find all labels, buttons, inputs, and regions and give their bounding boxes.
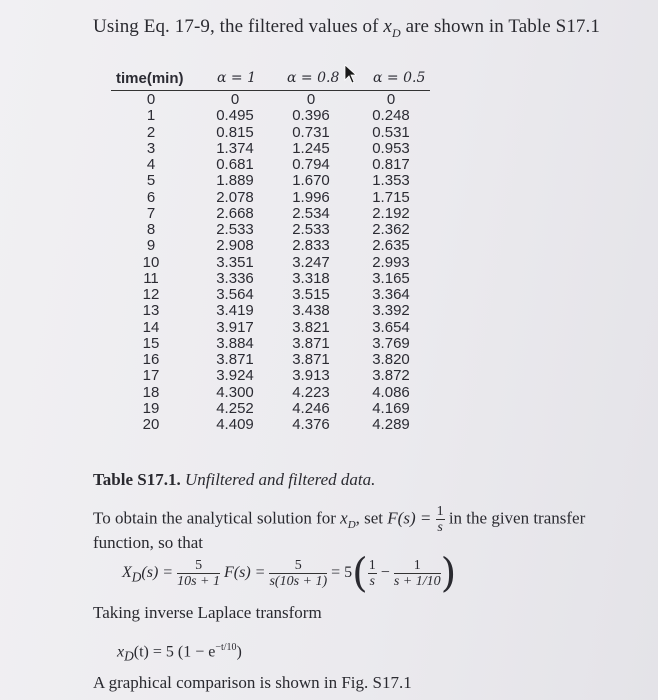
cell-alpha-0.8: 1.245	[292, 139, 330, 157]
cell-alpha-0.8: 0.731	[292, 123, 330, 141]
cell-time: 13	[142, 302, 160, 320]
eq-f3-den: s	[369, 574, 375, 589]
eq-f2-den: s(10s + 1)	[269, 574, 328, 589]
table-row	[111, 287, 431, 303]
cell-alpha-0.8: 3.318	[292, 269, 330, 287]
cell-alpha-1: 4.409	[216, 416, 254, 433]
para1-frac-den: s	[437, 520, 443, 535]
table-row	[111, 336, 431, 352]
right-paren: )	[440, 550, 457, 597]
table-row	[111, 320, 431, 336]
cell-alpha-0.5: 2.362	[372, 221, 410, 238]
cell-time: 9	[146, 237, 156, 255]
cell-alpha-1: 3.917	[216, 318, 254, 336]
cell-time: 0	[146, 91, 156, 108]
para1-var: x	[340, 508, 348, 528]
table-caption	[93, 470, 375, 490]
para1-frac-num: 1	[436, 504, 444, 519]
cell-alpha-1: 4.252	[216, 399, 254, 417]
table-row	[111, 206, 431, 222]
eq-fraction-2	[269, 558, 327, 589]
cell-time: 5	[146, 172, 156, 190]
eq-lhs: X	[122, 564, 132, 582]
cell-alpha-0.5: 4.086	[372, 383, 410, 401]
cell-alpha-0.5: 3.165	[372, 269, 410, 287]
cell-alpha-0.5: 0.953	[372, 139, 410, 157]
intro-var-sub: D	[391, 25, 401, 40]
cell-alpha-0.8: 3.913	[292, 367, 330, 385]
cell-time: 8	[146, 221, 156, 238]
eq-equals: = 5	[331, 564, 353, 582]
cell-alpha-0.8: 3.438	[292, 302, 330, 320]
cell-alpha-0.8: 0	[306, 91, 316, 108]
cell-alpha-1: 3.351	[216, 253, 254, 271]
cell-alpha-0.8: 0.794	[292, 156, 330, 173]
transfer-equation	[122, 550, 457, 597]
eq-lhs-sub: D	[131, 569, 142, 585]
table-row	[111, 271, 431, 287]
header-alpha-0.8: α = 0.8	[287, 70, 340, 86]
cell-time: 17	[142, 367, 160, 385]
cell-alpha-0.8: 1.996	[292, 188, 330, 206]
table-row	[111, 173, 431, 189]
para1-prefix: To obtain the analytical solution for	[93, 508, 341, 528]
cell-time: 19	[142, 399, 160, 417]
cell-alpha-0.5: 3.872	[372, 367, 410, 385]
intro-var: x	[383, 16, 392, 37]
paragraph-function: function, so that	[93, 533, 204, 552]
cell-alpha-0.5: 2.993	[372, 253, 410, 271]
cell-alpha-1: 4.300	[216, 383, 254, 401]
para1-mid: , set	[355, 508, 388, 528]
cell-alpha-1: 2.668	[216, 204, 254, 222]
eq2-lhs: x	[117, 643, 125, 661]
cell-alpha-0.8: 3.871	[292, 351, 330, 368]
eq-f1-den: 10s + 1	[177, 574, 221, 589]
cell-alpha-1: 3.871	[216, 351, 254, 368]
cell-alpha-0.8: 4.376	[292, 416, 330, 433]
cell-alpha-1: 2.908	[216, 237, 254, 255]
eq-f4-num: 1	[394, 558, 441, 574]
paragraph-graphical: A graphical comparison is shown in Fig. S17.1	[93, 673, 412, 692]
cell-alpha-0.5: 1.353	[372, 172, 410, 190]
eq-f2-num: 5	[269, 558, 327, 574]
cell-alpha-0.8: 3.515	[292, 286, 330, 303]
cell-alpha-0.8: 4.223	[292, 383, 330, 401]
cell-alpha-1: 3.336	[216, 269, 254, 287]
paragraph-inverse: Taking inverse Laplace transform	[93, 603, 322, 622]
cell-alpha-1: 0.681	[216, 156, 254, 173]
eq-f3-num: 1	[368, 558, 376, 573]
header-time: time(min)	[116, 70, 184, 87]
cell-alpha-0.5: 0	[386, 91, 396, 108]
cell-alpha-0.5: 3.769	[372, 334, 410, 352]
cell-time: 14	[142, 318, 160, 336]
para1-fraction	[436, 504, 445, 535]
cell-alpha-0.5: 0.817	[372, 156, 410, 173]
header-alpha-1: α = 1	[217, 70, 256, 86]
cell-alpha-0.5: 0.248	[372, 107, 410, 125]
eq-minus: −	[380, 564, 390, 582]
header-alpha-0.5: α = 0.5	[373, 70, 426, 86]
cell-time: 10	[142, 253, 160, 271]
time-domain-equation	[117, 642, 242, 665]
cell-time: 16	[142, 351, 160, 368]
table-row	[111, 238, 431, 254]
para1-fs: F(s) =	[387, 508, 432, 528]
para1-suffix: in the given transfer	[444, 508, 586, 528]
table-row	[111, 157, 431, 173]
table-row	[111, 401, 431, 417]
cell-alpha-0.5: 2.192	[372, 204, 410, 222]
cell-alpha-0.8: 2.533	[292, 221, 330, 238]
intro-sentence	[93, 16, 600, 41]
table-row	[111, 385, 431, 401]
caption-text: Unfiltered and filtered data.	[184, 470, 376, 489]
cell-time: 18	[142, 383, 160, 401]
eq2-exponent: −t/10	[215, 642, 237, 653]
cell-alpha-0.8: 3.247	[292, 253, 330, 271]
mouse-cursor-icon	[344, 64, 358, 84]
left-paren: (	[352, 550, 368, 597]
cell-alpha-1: 3.564	[216, 286, 254, 303]
cell-alpha-1: 3.419	[216, 302, 254, 320]
eq-mid: F(s) =	[224, 564, 266, 582]
eq-fraction-3	[368, 558, 377, 589]
eq2-lhs-sub: D	[124, 648, 134, 664]
cell-time: 11	[143, 269, 159, 287]
table-row	[111, 222, 431, 238]
header-rule	[111, 90, 430, 91]
table-row	[111, 368, 431, 384]
cell-time: 7	[146, 204, 156, 222]
para1-var-sub: D	[347, 518, 356, 531]
cell-alpha-0.5: 3.364	[372, 286, 410, 303]
caption-label: Table S17.1.	[93, 470, 181, 489]
cell-alpha-1: 0.495	[216, 107, 254, 125]
cell-time: 20	[142, 416, 160, 433]
cell-alpha-0.5: 3.820	[372, 351, 410, 368]
table-row	[111, 92, 431, 108]
cell-time: 1	[146, 107, 156, 125]
eq-f1-num: 5	[177, 558, 220, 574]
cell-alpha-0.8: 3.871	[292, 334, 330, 352]
eq-lhs-arg: (s) =	[141, 564, 174, 582]
cell-alpha-0.5: 3.392	[372, 302, 410, 320]
cell-time: 3	[146, 139, 156, 157]
cell-alpha-1: 1.374	[216, 139, 254, 157]
cell-alpha-1: 1.889	[216, 172, 254, 190]
intro-prefix: Using Eq. 17-9, the filtered values of	[93, 16, 384, 37]
cell-alpha-0.8: 4.246	[292, 399, 330, 417]
table-row	[111, 190, 431, 206]
cell-alpha-0.5: 4.289	[372, 416, 410, 433]
paragraph-analytical	[93, 504, 633, 535]
cell-time: 15	[142, 334, 160, 352]
table-row	[111, 141, 431, 157]
eq2-close: )	[236, 643, 242, 661]
eq-fraction-4	[394, 558, 441, 589]
table-row	[111, 108, 431, 124]
cell-alpha-0.8: 2.833	[292, 237, 330, 255]
cell-alpha-1: 3.884	[216, 334, 254, 352]
table-row	[111, 352, 431, 368]
cell-alpha-0.5: 4.169	[372, 399, 410, 417]
cell-time: 4	[146, 156, 156, 173]
cell-alpha-1: 0.815	[216, 123, 254, 141]
cell-alpha-0.8: 0.396	[292, 107, 330, 125]
cell-alpha-0.8: 3.821	[292, 318, 330, 336]
cell-alpha-0.5: 0.531	[372, 123, 410, 141]
cell-time: 2	[146, 123, 156, 141]
cell-alpha-1: 0	[230, 91, 240, 108]
cell-alpha-1: 3.924	[216, 367, 254, 385]
eq-f4-den: s + 1/10	[393, 574, 441, 589]
eq-fraction-1	[177, 558, 220, 589]
table-row	[111, 417, 431, 433]
table-body	[111, 92, 431, 433]
table-row	[111, 255, 431, 271]
cell-alpha-0.8: 2.534	[292, 204, 330, 222]
cell-alpha-0.5: 2.635	[372, 237, 410, 255]
cell-alpha-1: 2.078	[216, 188, 254, 206]
cell-time: 12	[142, 286, 160, 303]
eq2-body: (t) = 5 (1 − e	[133, 643, 216, 661]
table-row	[111, 125, 431, 141]
cell-time: 6	[146, 188, 156, 206]
cell-alpha-0.5: 3.654	[372, 318, 410, 336]
cell-alpha-1: 2.533	[216, 221, 254, 238]
cell-alpha-0.5: 1.715	[372, 188, 410, 206]
table-row	[111, 303, 431, 319]
cell-alpha-0.8: 1.670	[292, 172, 330, 190]
intro-suffix: are shown in Table S17.1	[400, 16, 600, 37]
